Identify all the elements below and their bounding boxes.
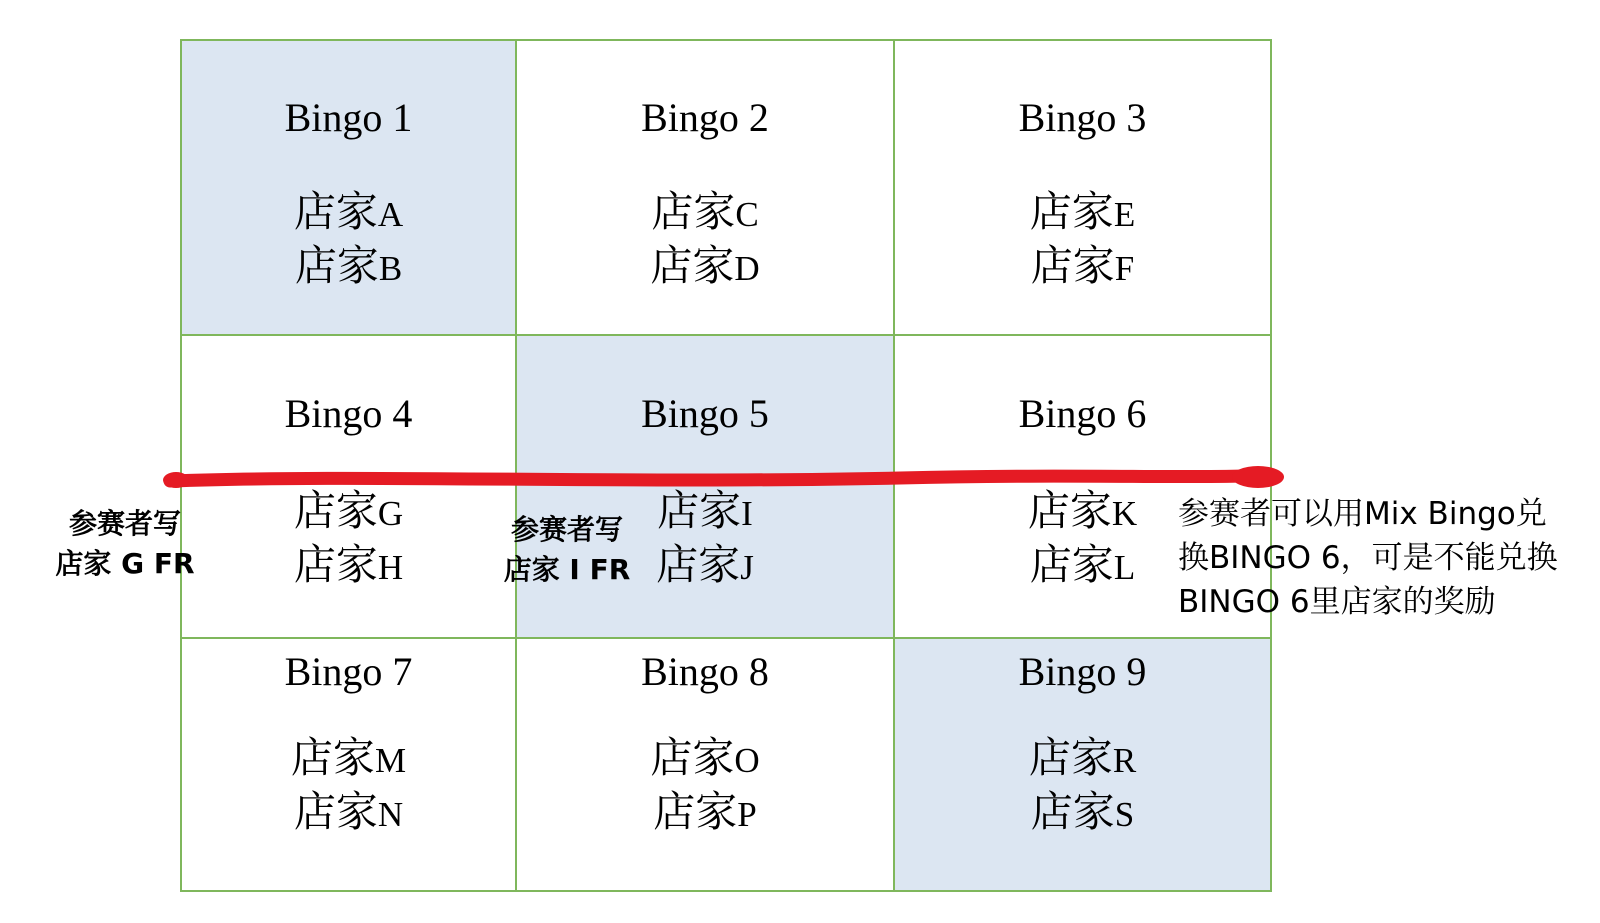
shop-letter: M [374, 741, 407, 780]
bingo-9-title: Bingo 9 [1018, 649, 1147, 694]
shop-item [517, 187, 893, 241]
shop-letter: F [1114, 249, 1135, 288]
shop-prefix: 店家 [293, 790, 378, 836]
note-right-line3: BINGO 6里店家的奖励 [1178, 584, 1496, 620]
bingo-cell-1 [182, 41, 517, 336]
shop-prefix: 店家 [1029, 190, 1114, 236]
shop-letter: R [1112, 741, 1137, 780]
note-right-line2: 换BINGO 6，可是不能兑换 [1178, 540, 1558, 576]
note-right-mix-bingo [1178, 492, 1588, 624]
shop-letter: I [741, 494, 753, 533]
shop-letter: K [1111, 494, 1138, 533]
note-middle-line1: 参赛者写 [510, 513, 623, 546]
bingo-4-title: Bingo 4 [284, 391, 413, 436]
shop-prefix: 店家 [1030, 244, 1115, 290]
bingo-3-title: Bingo 3 [1018, 95, 1147, 140]
shop-item [895, 787, 1270, 841]
shop-item [895, 187, 1270, 241]
shop-prefix: 店家 [294, 244, 379, 290]
bingo-7-shops [182, 733, 515, 841]
bingo-grid [180, 39, 1272, 892]
bingo-9-shops [895, 733, 1270, 841]
shop-item [182, 733, 515, 787]
shop-letter: S [1114, 795, 1135, 834]
bingo-1-title: Bingo 1 [284, 95, 413, 140]
bingo-cell-3 [895, 41, 1270, 336]
bingo-8-shops [517, 733, 893, 841]
bingo-6-title: Bingo 6 [1018, 391, 1147, 436]
bingo-cell-2 [517, 41, 895, 336]
bingo-8-title: Bingo 8 [641, 649, 769, 694]
shop-prefix: 店家 [1029, 543, 1114, 589]
bingo-cell-4 [182, 336, 517, 639]
shop-prefix: 店家 [650, 244, 735, 290]
bingo-5-title: Bingo 5 [641, 391, 769, 436]
shop-letter: H [377, 548, 404, 587]
note-middle-i-fr [496, 510, 638, 590]
shop-prefix: 店家 [656, 543, 741, 589]
bingo-2-shops [517, 187, 893, 295]
shop-prefix: 店家 [293, 543, 378, 589]
shop-prefix: 店家 [1028, 736, 1113, 782]
shop-letter: D [734, 249, 760, 288]
note-left-g-fr [50, 504, 200, 584]
note-right-line1: 参赛者可以用Mix Bingo兑 [1178, 496, 1547, 532]
shop-item [182, 486, 515, 540]
shop-item [517, 787, 893, 841]
shop-letter: C [735, 195, 759, 234]
shop-prefix: 店家 [1030, 790, 1115, 836]
shop-prefix: 店家 [290, 736, 375, 782]
bingo-7-title: Bingo 7 [284, 649, 413, 694]
shop-item [517, 733, 893, 787]
shop-letter: O [734, 741, 760, 780]
shop-item [182, 241, 515, 295]
shop-prefix: 店家 [653, 790, 738, 836]
bingo-1-shops [182, 187, 515, 295]
shop-item [517, 241, 893, 295]
bingo-3-shops [895, 187, 1270, 295]
shop-prefix: 店家 [650, 736, 735, 782]
shop-letter: N [377, 795, 404, 834]
shop-item [182, 540, 515, 594]
bingo-2-title: Bingo 2 [641, 95, 769, 140]
bingo-cell-8 [517, 639, 895, 890]
shop-prefix: 店家 [293, 489, 378, 535]
shop-prefix: 店家 [657, 489, 742, 535]
shop-letter: A [377, 195, 404, 234]
shop-item [182, 787, 515, 841]
shop-letter: P [737, 795, 757, 834]
note-middle-line2: 店家 I FR [503, 553, 631, 586]
bingo-cell-5 [517, 336, 895, 639]
shop-prefix: 店家 [1027, 489, 1112, 535]
shop-letter: J [740, 548, 754, 587]
bingo-cell-7 [182, 639, 517, 890]
bingo-cell-9 [895, 639, 1270, 890]
shop-letter: L [1113, 548, 1136, 587]
note-left-line2: 店家 G FR [55, 547, 195, 580]
shop-prefix: 店家 [651, 190, 736, 236]
shop-letter: B [378, 249, 403, 288]
shop-item [182, 187, 515, 241]
shop-letter: G [377, 494, 404, 533]
bingo-4-shops [182, 486, 515, 594]
shop-letter: E [1113, 195, 1136, 234]
note-left-line1: 参赛者写 [68, 507, 181, 540]
shop-item [895, 733, 1270, 787]
shop-item [895, 241, 1270, 295]
shop-prefix: 店家 [293, 190, 378, 236]
